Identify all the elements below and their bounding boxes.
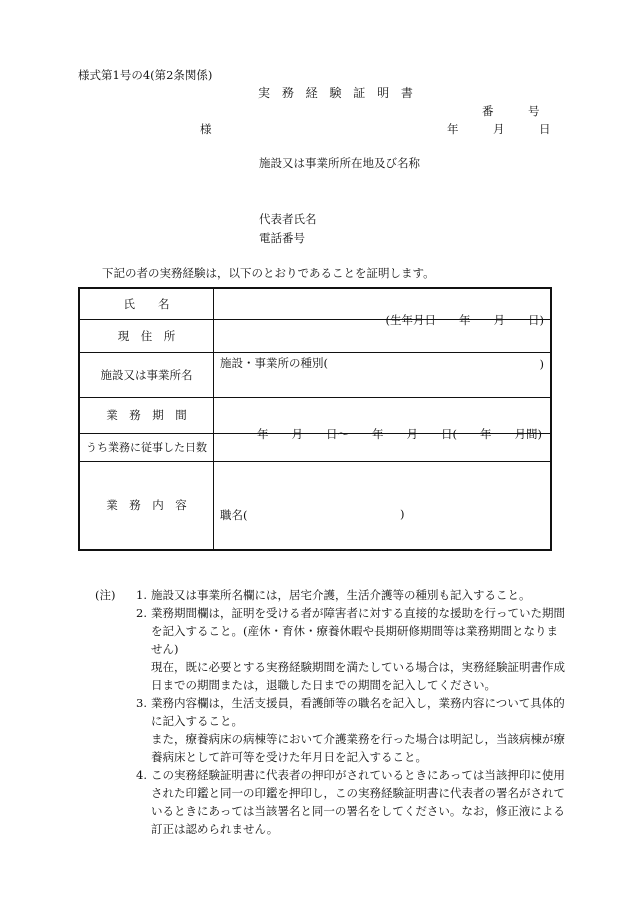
work-period-value: 年 月 日～ 年 月 日( 年 月間) xyxy=(257,427,542,441)
note-text: この実務経験証明書に代表者の押印がされているときにあっては当該押印に使用された印鑑と同一の印鑑を押印し，この実務経験証明書に代表者の署名がされているときにあっては当該署名と同一の署名をしてください。なお，修正液による訂正は認められません。 xyxy=(151,768,565,836)
name-label: 氏 名 xyxy=(79,288,214,319)
phone-number-label: 電話番号 xyxy=(259,231,305,245)
facility-type-label: 施設・事業所の種別( xyxy=(220,355,328,370)
facility-name-label: 施設又は事業所名 xyxy=(79,352,214,397)
form-id: 様式第1号の4(第2条関係) xyxy=(78,68,213,82)
facility-type-close: ) xyxy=(539,356,544,371)
note-number: 1. xyxy=(136,588,147,602)
name-cell[interactable] xyxy=(214,288,552,327)
work-period-label: 業 務 期 間 xyxy=(79,397,214,433)
note-number: 4. xyxy=(136,768,147,782)
note-text: 業務期間欄は，証明を受ける者が障害者に対する直接的な援助を行っていた期間を記入すること。(産休・育休・療養休暇や長期研修期間等は業務期間となりません) xyxy=(151,606,565,656)
duty-content-cell[interactable] xyxy=(214,461,552,550)
note-item xyxy=(95,604,565,694)
note-text: また，療養病床の病棟等において介護業務を行った場合は明記し，当該病棟が療養病床として許可等を受けた年月日を記入すること。 xyxy=(151,732,565,764)
note-text: 現在，既に必要とする実務経験期間を満たしている場合は，実務経験証明書作成日までの期間または，退職した日までの期間を記入してください。 xyxy=(151,660,565,692)
job-title-label: 職名( xyxy=(220,508,248,523)
note-text: 施設又は事業所名欄には，居宅介護，生活介護等の種別も記入すること。 xyxy=(151,588,531,602)
working-days-label: うち業務に従事した日数 xyxy=(79,433,214,461)
table-row xyxy=(79,461,551,550)
issuer-facility-label: 施設又は事業所所在地及び名称 xyxy=(259,156,420,170)
experience-table xyxy=(78,287,552,551)
certify-statement: 下記の者の実務経験は，以下のとおりであることを証明します。 xyxy=(102,266,435,280)
work-period-cell[interactable] xyxy=(214,397,552,441)
notes-head: (注) xyxy=(95,588,116,602)
facility-name-cell[interactable] xyxy=(214,352,552,397)
issue-date-label: 年 月 日 xyxy=(447,122,551,136)
birthdate-label: (生年月日 年 月 日) xyxy=(385,312,544,327)
notes-section xyxy=(95,586,565,838)
note-text: 業務内容欄は，生活支援員，看護師等の職名を記入し，業務内容について具体的に記入すること。 xyxy=(151,696,565,728)
table-row xyxy=(79,352,551,397)
document-number-label: 番 号 xyxy=(482,104,540,118)
representative-name-label: 代表者氏名 xyxy=(259,212,317,226)
table-row xyxy=(79,397,551,433)
table-row xyxy=(79,288,551,319)
note-item xyxy=(95,586,565,604)
note-item xyxy=(95,694,565,766)
address-label: 現 住 所 xyxy=(79,319,214,352)
job-title-close: ) xyxy=(400,507,405,522)
note-number: 3. xyxy=(136,696,147,710)
addressee-suffix: 様 xyxy=(200,122,212,136)
duty-content-label: 業 務 内 容 xyxy=(79,461,214,550)
note-item xyxy=(95,766,565,838)
note-number: 2. xyxy=(136,606,147,620)
document-title: 実 務 経 験 証 明 書 xyxy=(258,86,417,100)
